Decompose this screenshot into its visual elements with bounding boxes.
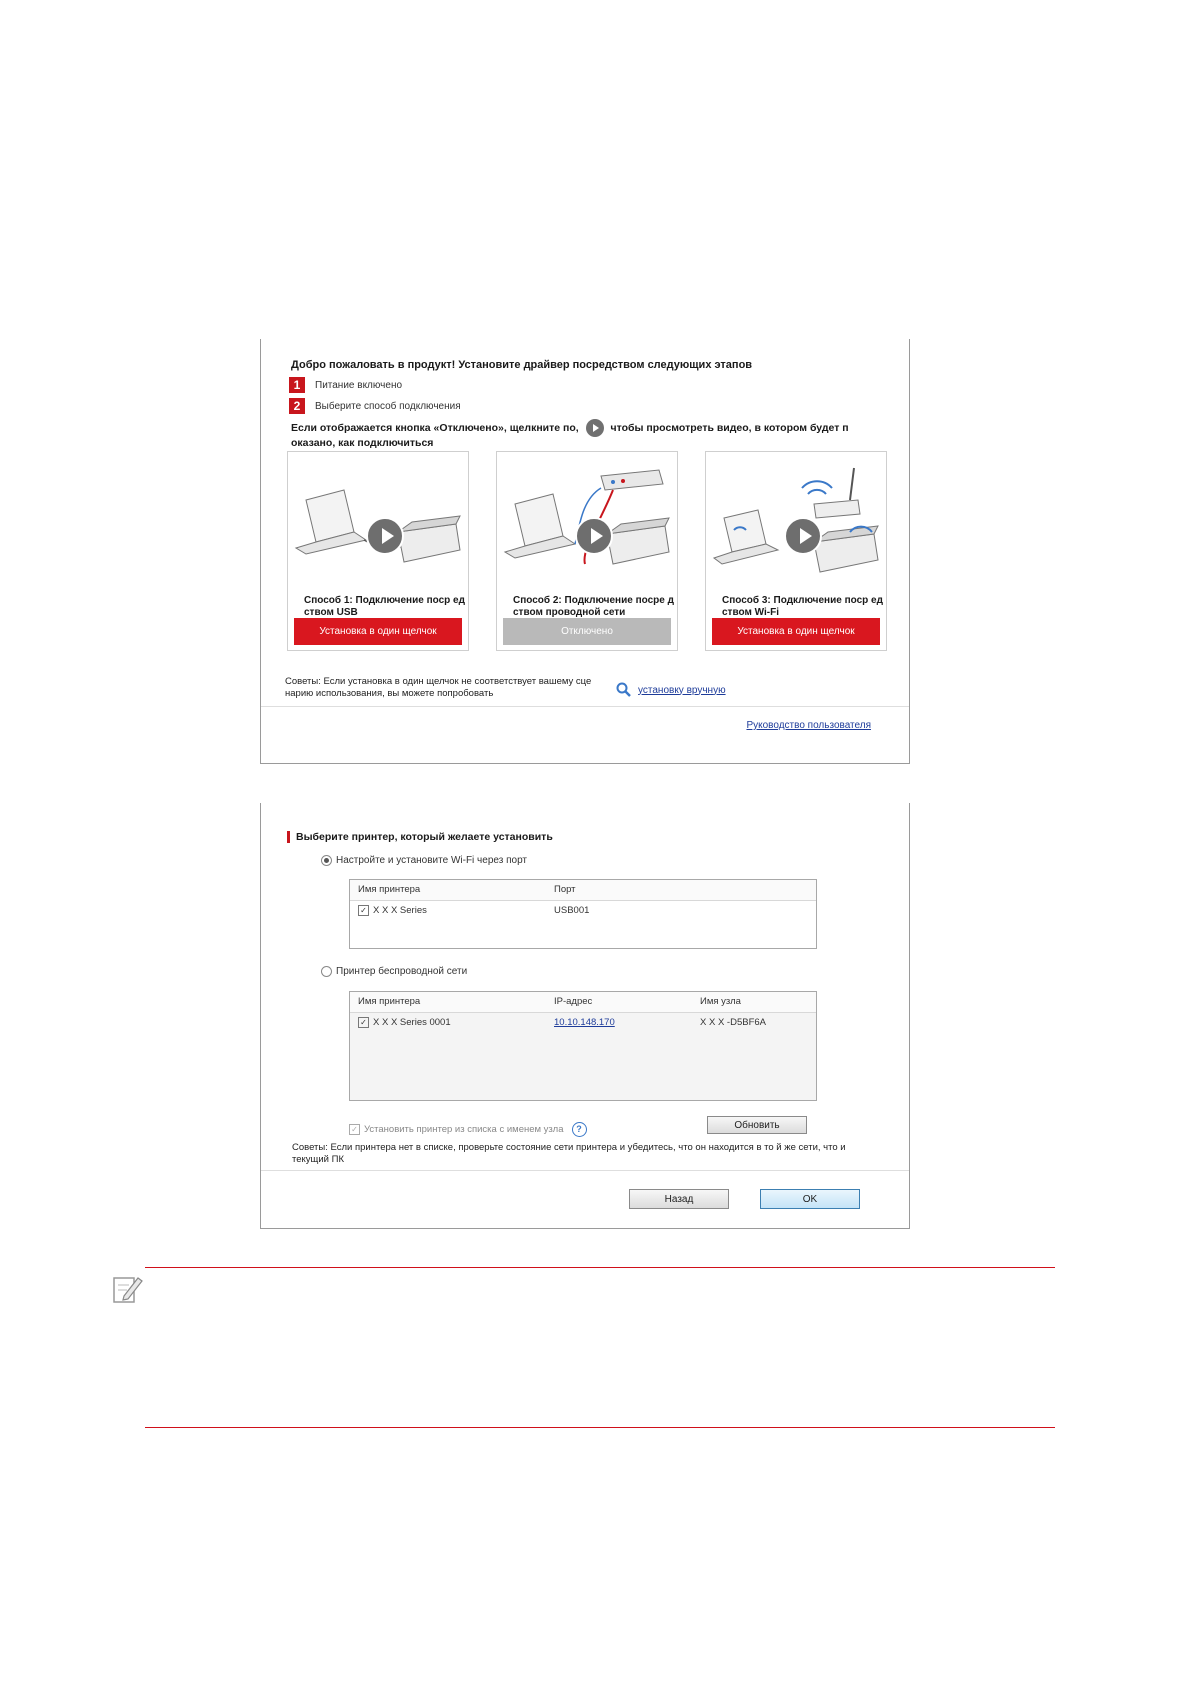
video-hint [291,419,891,450]
play-video-button[interactable] [575,517,613,555]
printer-name: X X X Series 0001 [373,1017,451,1029]
user-guide-link[interactable]: Руководство пользователя [746,720,871,731]
play-icon[interactable] [586,419,604,437]
search-icon [616,682,632,698]
note-icon [111,1272,145,1306]
method-card-wifi [705,451,887,651]
checkbox-icon[interactable]: ✓ [358,1017,369,1028]
radio-label: Принтер беспроводной сети [336,966,468,977]
checkbox-icon[interactable]: ✓ [358,905,369,916]
method-title: Способ 2: Подключение посре дством проводной сети [513,595,674,618]
step-text: Выберите способ подключения [315,400,461,412]
play-video-button[interactable] [784,517,822,555]
step-number: 2 [289,398,305,414]
one-click-install-button[interactable]: Установка в один щелчок [712,618,880,645]
printer-name-cell [358,1017,451,1028]
hint-text-after: чтобы просмотреть видео, в котором будет п оказано, как подключиться [291,421,849,449]
ip-address-link[interactable]: 10.10.148.170 [554,1017,615,1028]
tips-text: Советы: Если установка в один щелчок не соответствует вашему сце нарию использования, вы можете попробовать [285,676,592,699]
step-2 [289,398,461,414]
method-title: Способ 1: Подключение поср едством USB [304,595,465,618]
refresh-button[interactable]: Обновить [707,1116,807,1134]
table-header [350,880,816,901]
note-top-rule [145,1267,1055,1268]
step-text: Питание включено [315,379,403,391]
column-header: Порт [554,884,576,895]
radio-icon[interactable] [321,966,332,977]
welcome-heading: Добро пожаловать в продукт! Установите драйвер посредством следующих этапов [291,359,753,371]
install-by-host-label: Установить принтер из списка с именем узла [364,1124,564,1135]
port-cell: USB001 [554,905,590,916]
tips-text: Советы: Если принтера нет в списке, проверьте состояние сети принтера и убедитесь, что он находится в то й же сети, что и текущий ПК [292,1142,846,1165]
column-header: Имя принтера [358,996,421,1007]
host-name-cell: X X X -D5BF6A [700,1017,766,1028]
method-card-wired [496,451,678,651]
printer-name-cell [358,905,427,916]
manual-link-text[interactable]: установку вручную [638,684,726,696]
printer-select-panel [260,803,910,1229]
install-method-panel [260,339,910,764]
column-header: Имя принтера [358,884,421,895]
method-card-usb [287,451,469,651]
install-by-host-option[interactable] [349,1122,587,1137]
method-title: Способ 3: Подключение поср едством Wi-Fi [722,595,883,618]
step-number: 1 [289,377,305,393]
radio-wireless-printer[interactable] [321,966,467,977]
printer-name: X X X Series [373,905,427,917]
wireless-printer-table [349,991,817,1101]
ok-button[interactable]: OK [760,1189,860,1209]
back-button[interactable]: Назад [629,1189,729,1209]
port-printer-table [349,879,817,949]
radio-icon[interactable] [321,855,332,866]
table-header [350,992,816,1013]
hint-text-before: Если отображается кнопка «Отключено», щелкните по, [291,421,579,434]
disabled-install-button[interactable]: Отключено [503,618,671,645]
checkbox-icon[interactable]: ✓ [349,1124,360,1135]
select-printer-title: Выберите принтер, который желаете установить [287,831,553,843]
one-click-install-button[interactable]: Установка в один щелчок [294,618,462,645]
play-video-button[interactable] [366,517,404,555]
table-row[interactable] [350,901,816,919]
column-header: IP-адрес [554,996,593,1007]
step-1 [289,377,402,393]
help-icon[interactable]: ? [572,1122,587,1137]
table-row[interactable] [350,1013,816,1031]
divider [261,706,909,707]
divider [261,1170,909,1171]
note-bottom-rule [145,1427,1055,1428]
column-header: Имя узла [700,996,741,1007]
manual-install-link[interactable] [616,682,726,698]
radio-label: Настройте и установите Wi-Fi через порт [336,855,527,866]
radio-wifi-via-port[interactable] [321,855,527,866]
